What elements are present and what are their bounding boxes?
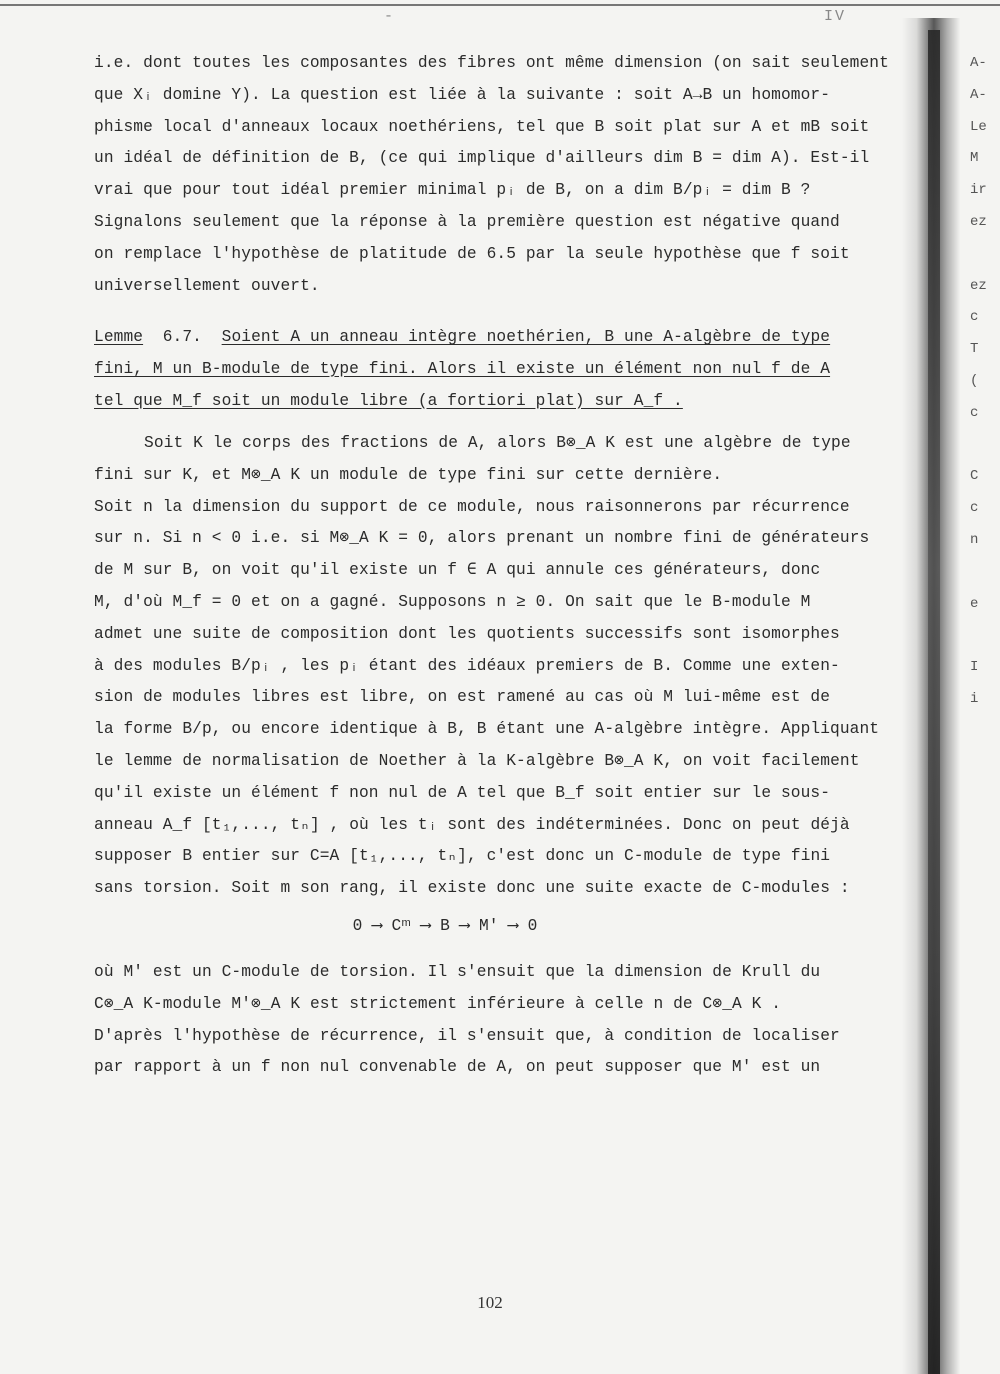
binding-edge xyxy=(928,30,940,1374)
margin-fragment: c xyxy=(970,404,979,421)
paragraph-intro xyxy=(94,48,889,302)
margin-fragment: I xyxy=(970,659,979,676)
margin-fragment: i xyxy=(970,690,979,707)
margin-fragment xyxy=(970,239,1000,271)
text-line: où M' est un C-module de torsion. Il s'ensuit que la dimension de Krull du xyxy=(94,963,821,981)
proof xyxy=(94,428,880,905)
exact-sequence-formula: 0 ⟶ Cᵐ ⟶ B ⟶ M' ⟶ 0 xyxy=(352,917,538,935)
header-mark-right: IV xyxy=(824,8,847,25)
margin-fragment: A- xyxy=(970,55,987,71)
page-top-edge xyxy=(0,4,1000,6)
text-line: M, d'où M_f = 0 et on a gagné. Supposons n ≥ 0. On sait que le B-module M xyxy=(94,592,811,611)
text-line: tel que M_f soit un module libre (a fortiori plat) sur A_f . xyxy=(94,391,683,410)
lemma-label: Lemme xyxy=(94,328,144,346)
margin-fragment: ( xyxy=(970,372,979,389)
text-line: Signalons seulement que la réponse à la première question est négative quand xyxy=(94,212,840,231)
lemma-text: Soient A un anneau intègre noethérien, B une A-algèbre de type xyxy=(221,328,831,346)
text-line: on remplace l'hypothèse de platitude de 6.5 par la seule hypothèse que f soit xyxy=(94,244,850,263)
margin-fragment: C xyxy=(970,468,979,485)
margin-fragment: c xyxy=(970,500,979,517)
margin-fragment xyxy=(970,557,1000,589)
lemma-statement xyxy=(94,322,864,417)
margin-fragment: Le xyxy=(970,118,987,135)
text-line: phisme local d'anneaux locaux noethériens, tel que B soit plat sur A et mB soit xyxy=(94,117,870,136)
text-line: à des modules B/pᵢ , les pᵢ étant des idéaux premiers de B. Comme une exten- xyxy=(94,656,840,675)
text-line: fini sur K, et M⊗_A K un module de type fini sur cette dernière. xyxy=(94,465,723,484)
text-line: universellement ouvert. xyxy=(94,276,320,295)
margin-fragment: n xyxy=(970,531,979,548)
text-line: sans torsion. Soit m son rang, il existe donc une suite exacte de C-modules : xyxy=(94,879,850,898)
margin-fragment: ez xyxy=(970,277,987,294)
text-line: par rapport à un f non nul convenable de A, on peut supposer que M' est un xyxy=(94,1058,821,1077)
text-line: de M sur B, on voit qu'il existe un f ∈ A qui annule ces générateurs, donc xyxy=(94,561,821,580)
margin-fragment: e xyxy=(970,595,979,612)
text-line: qu'il existe un élément f non nul de A tel que B_f soit entier sur le sous- xyxy=(94,783,831,802)
margin-fragment: M xyxy=(970,150,979,167)
text-line: anneau A_f [t₁,..., tₙ] , où les tᵢ sont des indéterminées. Donc on peut déjà xyxy=(94,815,850,834)
text-line: que Xᵢ domine Y). La question est liée à la suivante : soit A→B un homomor- xyxy=(94,85,831,104)
margin-fragment: ir xyxy=(970,182,987,199)
text-line: fini, M un B-module de type fini. Alors il existe un élément non nul f de A xyxy=(94,359,831,378)
margin-fragment: T xyxy=(970,341,979,358)
text-line: supposer B entier sur C=A [t₁,..., tₙ], c'est donc un C-module de type fini xyxy=(94,847,831,866)
text-line: Soit n la dimension du support de ce module, nous raisonnerons par récurrence xyxy=(94,497,850,516)
paragraph-continuation xyxy=(94,957,864,1084)
margin-fragment: A- xyxy=(970,86,987,103)
text-line: C⊗_A K-module M'⊗_A K est strictement inférieure à celle n de C⊗_A K . xyxy=(94,994,782,1013)
header-mark-left: - xyxy=(384,8,396,25)
next-page-margin xyxy=(970,48,1000,716)
text-line: vrai que pour tout idéal premier minimal pᵢ de B, on a dim B/pᵢ = dim B ? xyxy=(94,181,811,200)
lemma-number: 6.7. xyxy=(162,328,202,346)
margin-fragment xyxy=(970,620,1000,652)
text-line: sion de modules libres est libre, on est ramené au cas où M lui-même est de xyxy=(94,688,831,707)
text-line: D'après l'hypothèse de récurrence, il s'ensuit que, à condition de localiser xyxy=(94,1026,840,1045)
text-line: Soit K le corps des fractions de A, alors B⊗_A K est une algèbre de type xyxy=(144,434,851,452)
page-number: 102 xyxy=(477,1293,503,1312)
text-line: le lemme de normalisation de Noether à la K-algèbre B⊗_A K, on voit facilement xyxy=(94,751,860,770)
text-line: admet une suite de composition dont les quotients successifs sont isomorphes xyxy=(94,624,840,643)
text-line: sur n. Si n < 0 i.e. si M⊗_A K = 0, alors prenant un nombre fini de générateurs xyxy=(94,529,870,548)
text-line: un idéal de définition de B, (ce qui implique d'ailleurs dim B = dim A). Est-il xyxy=(94,149,870,168)
text-line: i.e. dont toutes les composantes des fibres ont même dimension (on sait seulement xyxy=(94,54,889,72)
margin-fragment xyxy=(970,430,1000,462)
text-line: la forme B/p, ou encore identique à B, B étant une A-algèbre intègre. Appliquant xyxy=(94,720,880,739)
margin-fragment: c xyxy=(970,309,979,326)
text-line xyxy=(94,322,864,354)
margin-fragment: ez xyxy=(970,213,987,230)
